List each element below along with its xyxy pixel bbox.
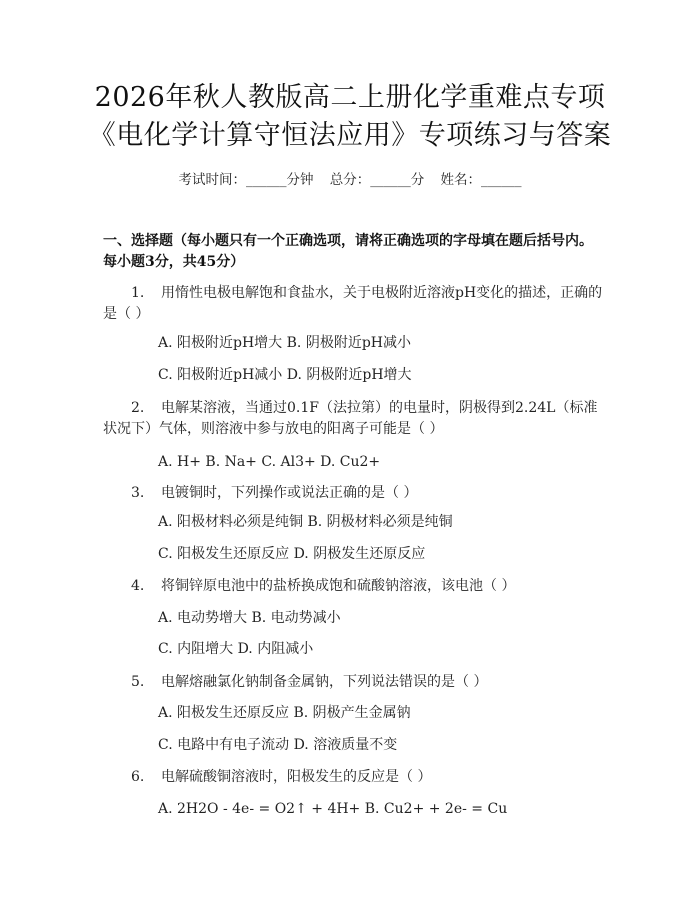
question-6 [103, 767, 603, 788]
question-1 [103, 283, 603, 325]
question-number: 3. [131, 485, 145, 501]
question-number: 4. [131, 578, 145, 594]
question-3 [103, 483, 603, 504]
question-number: 5. [131, 674, 145, 690]
title-line-1: 2026年秋人教版高二上册化学重难点专项 [94, 82, 606, 113]
question-1-options-row-1: A. 阳极附近pH增大 B. 阴极附近pH减小 [158, 335, 411, 351]
section-heading: 一、选择题（每小题只有一个正确选项，请将正确选项的字母填在题后括号内。每小题3分，共45分） [103, 233, 593, 270]
question-number: 2. [131, 400, 145, 416]
student-name: 姓名：______ [440, 172, 522, 188]
question-4-options-row-2: C. 内阻增大 D. 内阻减小 [158, 641, 314, 657]
question-5 [103, 672, 603, 693]
question-text: 电解某溶液，当通过0.1F（法拉第）的电量时，阴极得到2.24L（标准状况下）气体，则溶液中参与放电的阳离子可能是（ ） [103, 400, 598, 437]
question-text: 电镀铜时，下列操作或说法正确的是（ ） [161, 485, 418, 501]
question-4 [103, 576, 603, 597]
question-5-options-row-1: A. 阳极发生还原反应 B. 阴极产生金属钠 [158, 705, 411, 721]
question-4-options-row-1: A. 电动势增大 B. 电动势减小 [158, 610, 341, 626]
question-text: 将铜锌原电池中的盐桥换成饱和硫酸钠溶液，该电池（ ） [161, 578, 516, 594]
question-text: 电解熔融氯化钠制备金属钠，下列说法错误的是（ ） [161, 674, 488, 690]
question-text: 电解硫酸铜溶液时，阳极发生的反应是（ ） [161, 769, 432, 785]
title-line-2: 《电化学计算守恒法应用》专项练习与答案 [88, 120, 612, 151]
question-3-options-row-1: A. 阳极材料必须是纯铜 B. 阴极材料必须是纯铜 [158, 514, 453, 530]
question-3-options-row-2: C. 阳极发生还原反应 D. 阴极发生还原反应 [158, 546, 426, 562]
question-2 [103, 398, 603, 440]
question-5-options-row-2: C. 电路中有电子流动 D. 溶液质量不变 [158, 737, 398, 753]
question-2-options: A. H+ B. Na+ C. Al3+ D. Cu2+ [158, 454, 381, 470]
question-1-options-row-2: C. 阳极附近pH减小 D. 阴极附近pH增大 [158, 367, 412, 383]
question-number: 6. [131, 769, 145, 785]
question-6-options: A. 2H2O - 4e- = O2↑ + 4H+ B. Cu2+ + 2e- = Cu [158, 801, 508, 817]
exam-info [0, 168, 700, 188]
question-text: 用惰性电极电解饱和食盐水，关于电极附近溶液pH变化的描述，正确的是（ ） [103, 285, 603, 322]
exam-time: 考试时间：______分钟 [178, 172, 314, 188]
question-number: 1. [131, 285, 145, 301]
total-score: 总分：______分 [329, 172, 425, 188]
